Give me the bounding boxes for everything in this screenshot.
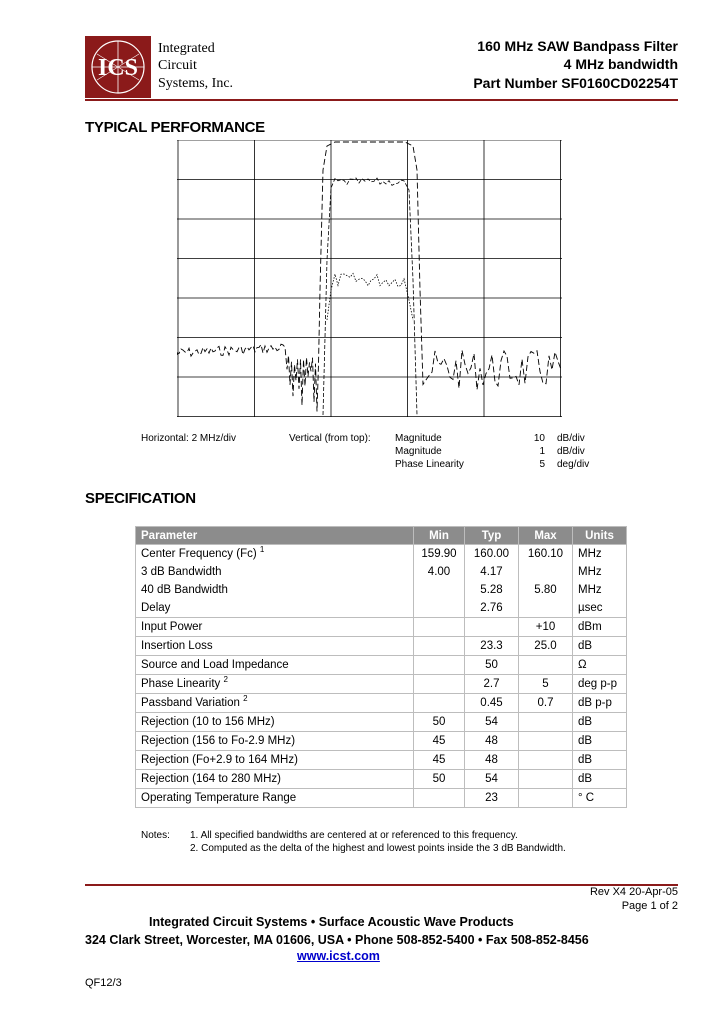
legend-value-2: 1 <box>539 446 545 457</box>
cell-typ: 0.45 <box>465 694 519 713</box>
cell-parameter: 40 dB Bandwidth <box>136 581 414 599</box>
svg-text:ICS: ICS <box>97 55 139 81</box>
cell-units: dB <box>573 637 627 656</box>
col-header-max: Max <box>519 527 573 545</box>
cell-min: 45 <box>414 751 465 770</box>
col-header-parameter: Parameter <box>136 527 414 545</box>
cell-max <box>519 656 573 675</box>
cell-min <box>414 656 465 675</box>
cell-min <box>414 789 465 808</box>
cell-typ: 2.7 <box>465 675 519 694</box>
cell-parameter: Rejection (10 to 156 MHz) <box>136 713 414 732</box>
cell-units: Ω <box>573 656 627 675</box>
table-row <box>136 751 627 770</box>
cell-units: MHz <box>573 581 627 599</box>
cell-parameter: Delay <box>136 599 414 618</box>
cell-min <box>414 581 465 599</box>
legend-name-1: Magnitude <box>395 433 442 444</box>
table-row <box>136 732 627 751</box>
cell-parameter: Passband Variation $^2$ <box>136 694 414 713</box>
footnote-ref: 1 <box>259 545 265 554</box>
cell-min <box>414 599 465 618</box>
performance-chart <box>177 140 562 417</box>
cell-min: 45 <box>414 732 465 751</box>
cell-max: 5 <box>519 675 573 694</box>
header-rule <box>85 99 678 101</box>
cell-typ: 23 <box>465 789 519 808</box>
table-row <box>136 770 627 789</box>
cell-parameter: Rejection (164 to 280 MHz) <box>136 770 414 789</box>
cell-units: dB <box>573 732 627 751</box>
footer-address-line: 324 Clark Street, Worcester, MA 01606, USA • Phone 508-852-5400 • Fax 508-852-8456 <box>85 933 589 947</box>
table-row <box>136 581 627 599</box>
col-header-units: Units <box>573 527 627 545</box>
cell-parameter: Phase Linearity $^2$ <box>136 675 414 694</box>
cell-max <box>519 751 573 770</box>
form-code: QF12/3 <box>85 977 122 989</box>
cell-units: dB <box>573 770 627 789</box>
cell-parameter: 3 dB Bandwidth <box>136 563 414 581</box>
page-number: Page 1 of 2 <box>621 900 678 912</box>
notes-label: Notes: <box>141 830 170 841</box>
cell-max <box>519 789 573 808</box>
cell-typ: 54 <box>465 770 519 789</box>
product-title: 160 MHz SAW Bandpass Filter <box>477 38 678 54</box>
cell-typ: 2.76 <box>465 599 519 618</box>
legend-unit-1: dB/div <box>557 433 585 444</box>
cell-units: dB <box>573 713 627 732</box>
vertical-scale-label: Vertical (from top): <box>289 433 371 444</box>
company-name-line-3: Systems, Inc. <box>158 76 234 91</box>
cell-units: deg p-p <box>573 675 627 694</box>
trace-magnitude-1db <box>323 178 417 415</box>
cell-typ: 48 <box>465 751 519 770</box>
cell-typ <box>465 618 519 637</box>
cell-max <box>519 599 573 618</box>
table-row <box>136 713 627 732</box>
table-row <box>136 656 627 675</box>
specification-table <box>135 526 627 808</box>
table-row <box>136 545 627 564</box>
website-link[interactable]: www.icst.com <box>297 949 380 963</box>
legend-unit-3: deg/div <box>557 459 590 470</box>
legend-name-3: Phase Linearity <box>395 459 464 470</box>
col-header-typ: Typ <box>465 527 519 545</box>
cell-min: 159.90 <box>414 545 465 564</box>
cell-units: ° C <box>573 789 627 808</box>
chart-grid <box>177 140 562 417</box>
table-row <box>136 694 627 713</box>
chart-traces <box>177 142 561 415</box>
legend-unit-2: dB/div <box>557 446 585 457</box>
cell-parameter: Operating Temperature Range <box>136 789 414 808</box>
revision: Rev X4 20-Apr-05 <box>589 886 678 898</box>
footer-company-line: Integrated Circuit Systems • Surface Acoustic Wave Products <box>149 915 514 929</box>
cell-typ: 23.3 <box>465 637 519 656</box>
legend-value-1: 10 <box>533 433 545 444</box>
cell-units: dB p-p <box>573 694 627 713</box>
part-number: Part Number SF0160CD02254T <box>473 75 678 91</box>
cell-min <box>414 618 465 637</box>
cell-max: 25.0 <box>519 637 573 656</box>
product-bandwidth: 4 MHz bandwidth <box>563 56 678 72</box>
cell-units: dB <box>573 751 627 770</box>
cell-max: 160.10 <box>519 545 573 564</box>
cell-parameter: Center Frequency (Fc) $^1$ <box>136 545 414 564</box>
cell-max: +10 <box>519 618 573 637</box>
cell-max <box>519 713 573 732</box>
table-row <box>136 637 627 656</box>
table-row <box>136 789 627 808</box>
cell-units: µsec <box>573 599 627 618</box>
cell-units: MHz <box>573 563 627 581</box>
cell-units: dBm <box>573 618 627 637</box>
typical-performance-heading: TYPICAL PERFORMANCE <box>85 119 265 136</box>
cell-units: MHz <box>573 545 627 564</box>
cell-parameter: Rejection (156 to Fo-2.9 MHz) <box>136 732 414 751</box>
table-row <box>136 599 627 618</box>
table-row <box>136 563 627 581</box>
company-name-line-1: Integrated <box>158 41 215 56</box>
cell-min <box>414 675 465 694</box>
cell-parameter: Input Power <box>136 618 414 637</box>
cell-min <box>414 694 465 713</box>
table-row <box>136 618 627 637</box>
footnote-ref: 2 <box>223 675 228 684</box>
cell-typ: 160.00 <box>465 545 519 564</box>
footnote-ref: 2 <box>243 694 248 703</box>
col-header-min: Min <box>414 527 465 545</box>
company-name-line-2: Circuit <box>158 58 197 73</box>
horizontal-scale-label: Horizontal: 2 MHz/div <box>141 433 237 444</box>
ics-logo <box>85 36 151 98</box>
cell-typ: 50 <box>465 656 519 675</box>
cell-min: 50 <box>414 770 465 789</box>
cell-parameter: Source and Load Impedance <box>136 656 414 675</box>
cell-max <box>519 732 573 751</box>
cell-max <box>519 563 573 581</box>
trace-phase-linearity <box>327 273 413 320</box>
trace-magnitude-10db <box>177 142 561 412</box>
legend-name-2: Magnitude <box>395 446 442 457</box>
cell-max: 5.80 <box>519 581 573 599</box>
cell-min <box>414 637 465 656</box>
cell-max: 0.7 <box>519 694 573 713</box>
cell-parameter: Insertion Loss <box>136 637 414 656</box>
table-row <box>136 675 627 694</box>
cell-typ: 54 <box>465 713 519 732</box>
cell-typ: 5.28 <box>465 581 519 599</box>
note-1: 1. All specified bandwidths are centered at or referenced to this frequency. <box>190 830 518 841</box>
cell-max <box>519 770 573 789</box>
spec-header-row <box>136 527 627 545</box>
note-2: 2. Computed as the delta of the highest and lowest points inside the 3 dB Bandwidth. <box>190 843 566 854</box>
legend-value-3: 5 <box>539 459 545 470</box>
cell-typ: 48 <box>465 732 519 751</box>
cell-parameter: Rejection (Fo+2.9 to 164 MHz) <box>136 751 414 770</box>
cell-min: 4.00 <box>414 563 465 581</box>
specification-heading: SPECIFICATION <box>85 490 196 507</box>
cell-typ: 4.17 <box>465 563 519 581</box>
cell-min: 50 <box>414 713 465 732</box>
